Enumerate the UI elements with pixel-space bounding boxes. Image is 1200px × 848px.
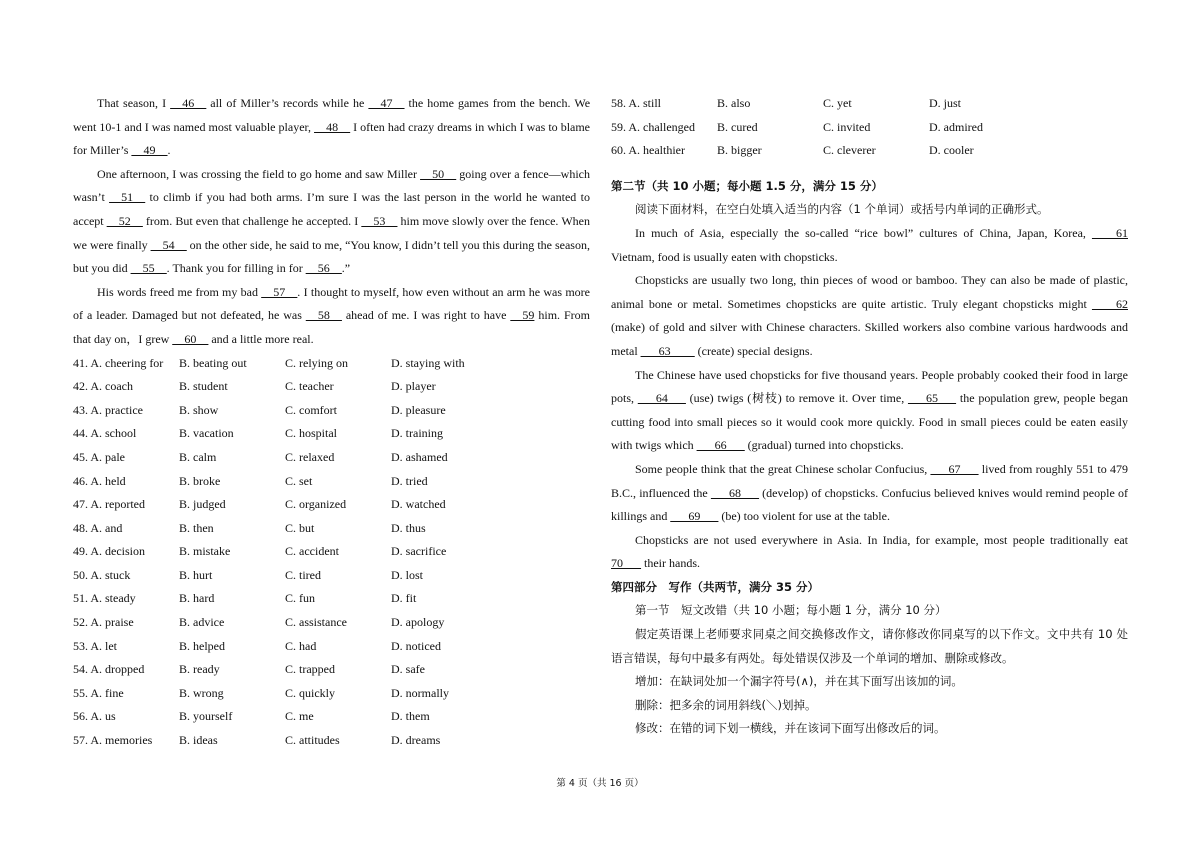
option-choice: B. then xyxy=(179,520,214,535)
option-choice: D. sacrifice xyxy=(391,544,447,559)
option-choice: D. fit xyxy=(391,591,417,606)
option-choice: B. bigger xyxy=(717,143,762,158)
option-row xyxy=(73,635,590,659)
option-choice: 44. A. school xyxy=(73,426,137,441)
blank-70: 70___ xyxy=(611,556,641,571)
option-choice: B. student xyxy=(179,379,228,394)
blank-69: ___69___ xyxy=(670,509,719,524)
option-choice: D. training xyxy=(391,426,443,441)
option-row xyxy=(73,422,590,446)
option-choice: B. calm xyxy=(179,449,217,464)
blank-65: ___65___ xyxy=(908,391,957,406)
option-choice: D. normally xyxy=(391,685,449,700)
blank-63: ___63____ xyxy=(640,343,695,358)
left-column xyxy=(73,92,590,753)
passage-paragraph-3: His words freed me from my bad __57__. I thought to myself, how even without an arm he was more of a leader. Damaged but not defeated, he was __58__ ahead of me. I was right to have __59 him. From that day on，I grew __60__ and a little more real. xyxy=(73,284,591,346)
option-choice: C. assistance xyxy=(285,615,347,630)
option-choice: B. ideas xyxy=(179,733,218,748)
option-choice: B. show xyxy=(179,402,219,417)
option-choice: 53. A. let xyxy=(73,638,117,653)
option-choice: 50. A. stuck xyxy=(73,567,131,582)
option-choice: B. advice xyxy=(179,615,225,630)
option-row xyxy=(611,116,1128,140)
option-choice: 59. A. challenged xyxy=(611,119,695,134)
option-choice: C. attitudes xyxy=(285,733,340,748)
blank-47: __47__ xyxy=(368,96,405,110)
grammar-paragraph: Some people think that the great Chinese scholar Confucius, ___67___ lived from roughly 551 to 479 B.C., influenced the ___68___ (develop) of chopsticks. Confucius believed knives would remind people of killings and ___69___ (be) too violent for use at the table. xyxy=(611,461,1128,524)
option-row xyxy=(73,399,590,423)
option-choice: B. mistake xyxy=(179,544,231,559)
option-choice: D. apology xyxy=(391,615,445,630)
option-choice: C. cleverer xyxy=(823,143,876,158)
option-choice: C. hospital xyxy=(285,426,338,441)
blank-50: __50__ xyxy=(420,166,457,181)
option-row xyxy=(73,493,590,517)
option-choice: C. quickly xyxy=(285,685,335,700)
blank-54: __54__ xyxy=(150,237,187,252)
option-choice: C. trapped xyxy=(285,662,335,677)
blank-57: __57__ xyxy=(261,284,298,299)
option-choice: B. helped xyxy=(179,638,225,653)
option-choice: 57. A. memories xyxy=(73,733,153,748)
option-row xyxy=(73,658,590,682)
option-row xyxy=(611,92,1128,116)
option-choice: C. invited xyxy=(823,119,871,134)
option-choice: D. them xyxy=(391,709,430,724)
option-choice: D. just xyxy=(929,96,962,110)
option-choice: C. me xyxy=(285,709,314,724)
blank-68: ___68___ xyxy=(710,485,759,500)
option-choice: C. organized xyxy=(285,497,347,512)
blank-58: __58__ xyxy=(305,308,342,323)
option-row xyxy=(73,564,590,588)
blank-62: ____62 xyxy=(1092,296,1128,311)
option-choice: D. player xyxy=(391,379,436,394)
passage-paragraph-2: One afternoon, I was crossing the field to go home and saw Miller __50__ going over a fence—which wasn’t __51__ to climb if you had both arms. I’m sure I was the last person in the world he wanted to accept __52__ from. But even that challenge he accepted. I __53__ him move slowly over the fence. When we were finally __54__ on the other side, he said to me, “You know, I didn’t tell you this during the season, but you did __55__. Thank you for filling in for __56__.” xyxy=(73,166,590,276)
blank-59: __59 xyxy=(510,308,535,323)
blank-51: __51__ xyxy=(109,190,146,205)
option-choice: 56. A. us xyxy=(73,709,116,724)
option-choice: B. beating out xyxy=(179,355,247,370)
grammar-paragraph: The Chinese have used chopsticks for five thousand years. People probably cooked their food in large pots, ___64___ (use) twigs (树枝) to remove it. Over time, ___65___ the population grew, people began cutting food into small pieces so it would cook more quickly. Food in small pieces could be eaten easily with twigs which ___66___ (gradual) turned into chopsticks. xyxy=(611,367,1128,453)
option-choice: C. relaxed xyxy=(285,449,335,464)
option-choice: D. thus xyxy=(391,520,426,535)
option-choice: C. set xyxy=(285,473,313,488)
option-choice: 46. A. held xyxy=(73,473,126,488)
option-row xyxy=(73,682,590,706)
option-row xyxy=(73,705,590,729)
blank-56: __56__ xyxy=(305,261,342,276)
option-choice: B. judged xyxy=(179,497,226,512)
option-choice: C. yet xyxy=(823,96,852,110)
option-row xyxy=(73,470,590,494)
blank-52: __52__ xyxy=(106,213,143,228)
option-choice: B. vacation xyxy=(179,426,234,441)
option-choice: 42. A. coach xyxy=(73,379,133,394)
option-row xyxy=(73,446,590,470)
right-column xyxy=(611,92,1128,741)
blank-55: __55__ xyxy=(130,261,167,276)
option-choice: D. pleasure xyxy=(391,402,446,417)
option-choice: D. admired xyxy=(929,119,983,134)
instruction-text: 假定英语课上老师要求同桌之间交换修改作文，请你修改你同桌写的以下作文。文中共有 10 处语言错误，每句中最多有两处。每处错误仅涉及一个单词的增加、删除或修改。 xyxy=(611,627,1128,665)
option-row xyxy=(73,375,590,399)
option-choice: 54. A. dropped xyxy=(73,662,145,677)
option-choice: B. cured xyxy=(717,119,758,134)
option-choice: D. watched xyxy=(391,497,446,512)
option-choice: 58. A. still xyxy=(611,96,662,110)
option-choice: B. ready xyxy=(179,662,220,677)
option-choice: C. comfort xyxy=(285,402,337,417)
passage-paragraph-1: That season, I __46__ all of Miller’s records while he __47__ the home games from the bench. We went 10-1 and I was named most valuable player, __48__ I often had crazy dreams in which I was to blame for Miller’s __49__. xyxy=(73,96,591,158)
option-choice: 43. A. practice xyxy=(73,402,143,417)
subsection-heading: 第一节 短文改错（共 10 小题；每小题 1 分，满分 10 分） xyxy=(635,603,947,618)
option-choice: D. tried xyxy=(391,473,428,488)
option-choice: D. dreams xyxy=(391,733,441,748)
section-heading: 第二节（共 10 小题；每小题 1.5 分，满分 15 分） xyxy=(611,178,883,193)
add-rule: 增加：在缺词处加一个漏字符号(∧)，并在其下面写出该加的词。 xyxy=(635,674,963,689)
grammar-paragraph: In much of Asia, especially the so-called “rice bowl” cultures of China, Japan, Korea, ____61 Vietnam, food is usually eaten with chopsticks. xyxy=(611,225,1128,264)
option-choice: 41. A. cheering for xyxy=(73,355,164,370)
option-row xyxy=(73,611,590,635)
option-choice: B. broke xyxy=(179,473,221,488)
option-choice: C. relying on xyxy=(285,355,348,370)
delete-rule: 删除：把多余的词用斜线(＼)划掉。 xyxy=(635,697,817,712)
blank-67: ___67___ xyxy=(930,461,979,476)
page-footer: 第 4 页（共 16 页） xyxy=(556,778,644,789)
blank-49: __49__ xyxy=(131,143,168,158)
option-choice: B. hurt xyxy=(179,567,213,582)
option-choice: D. staying with xyxy=(391,355,465,370)
option-choice: D. cooler xyxy=(929,143,974,158)
option-row xyxy=(73,540,590,564)
option-choice: 60. A. healthier xyxy=(611,143,685,158)
grammar-paragraph: Chopsticks are usually two long, thin pieces of wood or bamboo. They can also be made of plastic, animal bone or metal. Sometimes chopsticks are quite artistic. Truly elegant chopsticks might ____62 (make) of gold and silver with Chinese characters. Skilled workers also combine various hardwoods and metal ___63____ (create) special designs. xyxy=(611,273,1128,358)
option-choice: 52. A. praise xyxy=(73,615,134,630)
option-choice: D. ashamed xyxy=(391,449,448,464)
option-choice: C. teacher xyxy=(285,379,334,394)
option-choice: B. also xyxy=(717,96,751,110)
option-choice: B. yourself xyxy=(179,709,233,724)
option-choice: 49. A. decision xyxy=(73,544,145,559)
option-choice: C. had xyxy=(285,638,317,653)
modify-rule: 修改：在错的词下划一横线，并在该词下面写出修改后的词。 xyxy=(635,721,946,736)
option-choice: D. safe xyxy=(391,662,425,677)
option-choice: 51. A. steady xyxy=(73,591,136,606)
option-choice: D. lost xyxy=(391,567,424,582)
option-choice: C. but xyxy=(285,520,315,535)
option-choice: 47. A. reported xyxy=(73,497,145,512)
answer-options-list xyxy=(611,92,1128,163)
grammar-paragraph: Chopsticks are not used everywhere in Asia. In India, for example, most people traditionally eat 70___ their hands. xyxy=(611,532,1128,571)
option-choice: 48. A. and xyxy=(73,520,123,535)
blank-46: __46__ xyxy=(170,96,207,110)
blank-53: __53__ xyxy=(361,213,398,228)
blank-61: ____61 xyxy=(1092,225,1128,240)
blank-48: __48__ xyxy=(314,119,351,134)
option-choice: C. accident xyxy=(285,544,339,559)
blank-60: __60__ xyxy=(172,331,209,346)
blank-64: ___64___ xyxy=(637,391,686,406)
part-heading: 第四部分 写作（共两节，满分 35 分） xyxy=(611,579,820,594)
option-choice: B. hard xyxy=(179,591,215,606)
option-choice: D. noticed xyxy=(391,638,441,653)
blank-66: ___66___ xyxy=(696,438,745,453)
option-row xyxy=(611,139,1128,163)
option-choice: C. tired xyxy=(285,567,321,582)
option-row xyxy=(73,587,590,611)
option-row xyxy=(73,517,590,541)
option-choice: 55. A. fine xyxy=(73,685,124,700)
option-choice: B. wrong xyxy=(179,685,224,700)
answer-options-list xyxy=(73,352,590,753)
option-choice: 45. A. pale xyxy=(73,449,125,464)
option-row xyxy=(73,352,590,376)
option-row xyxy=(73,729,590,753)
option-choice: C. fun xyxy=(285,591,315,606)
section-instruction: 阅读下面材料，在空白处填入适当的内容（1 个单词）或括号内单词的正确形式。 xyxy=(635,202,1049,217)
